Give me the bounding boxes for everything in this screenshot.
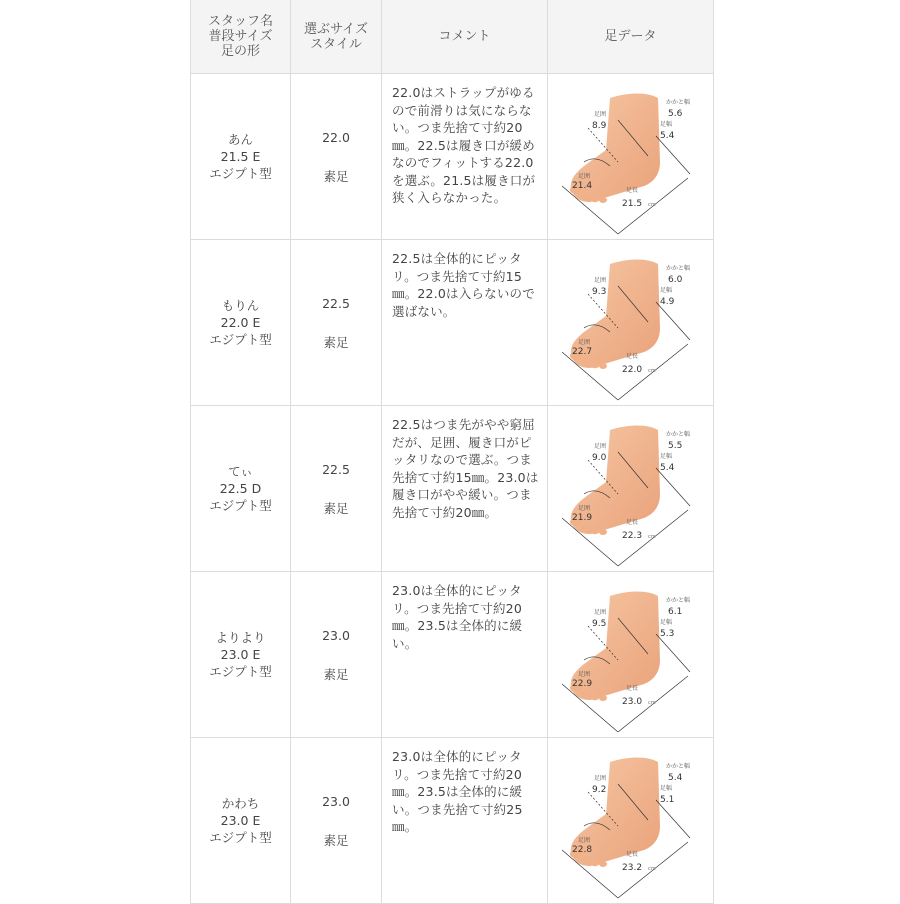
usual-size: 23.0 E bbox=[220, 813, 261, 828]
wear-style: 素足 bbox=[323, 666, 349, 682]
measure-line bbox=[656, 634, 690, 672]
girth-value: 22.9 bbox=[572, 679, 593, 689]
comment-cell bbox=[382, 738, 548, 903]
staff-cell bbox=[191, 738, 291, 903]
unit-label: cm bbox=[648, 866, 656, 872]
instep-value: 9.5 bbox=[592, 619, 607, 629]
comment-text: 22.0はストラップがゆるので前滑りは気にならない。つま先捨て寸約20㎜。22.5は履き口が緩めなのでフィットする22.0を選ぶ。21.5は履き口が狭く入らなかった。 bbox=[392, 85, 536, 205]
staff-cell bbox=[191, 406, 291, 571]
toe bbox=[599, 363, 607, 369]
length-value: 22.0 bbox=[622, 365, 643, 375]
toe bbox=[599, 861, 607, 867]
staff-cell bbox=[191, 74, 291, 239]
comment-cell bbox=[382, 572, 548, 737]
width-value: 5.4 bbox=[660, 131, 675, 141]
staff-name: よりより bbox=[215, 630, 266, 645]
heel-label: かかと幅 bbox=[666, 99, 691, 106]
girth-label: 足囲 bbox=[578, 671, 591, 678]
heel-label: かかと幅 bbox=[666, 265, 691, 272]
foot-diagram bbox=[548, 74, 713, 239]
girth-value: 22.7 bbox=[572, 347, 593, 357]
usual-size: 21.5 E bbox=[220, 149, 261, 164]
length-label: 足長 bbox=[626, 353, 639, 360]
width-label: 足幅 bbox=[660, 121, 673, 128]
wear-style: 素足 bbox=[323, 334, 349, 350]
toe bbox=[599, 529, 607, 535]
width-value: 5.1 bbox=[660, 795, 675, 805]
comment-text: 23.0は全体的にピッタリ。つま先捨て寸約20㎜。23.5は全体的に緩い。つま先捨て寸約25㎜。 bbox=[392, 749, 523, 834]
staff-name: もりん bbox=[221, 298, 260, 313]
instep-label: 足囲 bbox=[594, 775, 607, 782]
header-comment bbox=[382, 0, 548, 73]
heel-label: かかと幅 bbox=[666, 431, 691, 438]
comment-text: 22.5は全体的にピッタリ。つま先捨て寸約15㎜。22.0は入らないので選ばない。 bbox=[392, 251, 535, 319]
unit-label: cm bbox=[648, 700, 656, 706]
chosen-size: 22.5 bbox=[322, 295, 350, 311]
instep-label: 足囲 bbox=[594, 443, 607, 450]
width-label: 足幅 bbox=[660, 453, 673, 460]
heel-value: 5.5 bbox=[668, 441, 683, 451]
heel-label: かかと幅 bbox=[666, 763, 691, 770]
wear-style: 素足 bbox=[323, 832, 349, 848]
header-staff-line2: 普段サイズ bbox=[208, 29, 273, 44]
heel-value: 6.0 bbox=[668, 275, 683, 285]
table-row bbox=[191, 572, 713, 738]
toe bbox=[599, 197, 607, 203]
staff-cell bbox=[191, 240, 291, 405]
staff-name: あん bbox=[227, 132, 253, 147]
instep-value: 9.2 bbox=[592, 785, 607, 795]
table-row bbox=[191, 74, 713, 240]
header-foot-label: 足データ bbox=[604, 29, 657, 44]
width-label: 足幅 bbox=[660, 619, 673, 626]
toe bbox=[581, 359, 591, 366]
usual-size: 22.0 E bbox=[220, 315, 261, 330]
table-header bbox=[191, 0, 713, 74]
comment-cell bbox=[382, 406, 548, 571]
foot-data-cell bbox=[548, 406, 713, 571]
foot-diagram bbox=[548, 738, 713, 903]
heel-value: 5.4 bbox=[668, 773, 683, 783]
wear-style: 素足 bbox=[323, 500, 349, 516]
girth-label: 足囲 bbox=[578, 173, 591, 180]
girth-value: 21.4 bbox=[572, 181, 593, 191]
foot-diagram bbox=[548, 406, 713, 571]
table-row bbox=[191, 738, 713, 904]
measure-line bbox=[656, 302, 690, 340]
girth-label: 足囲 bbox=[578, 339, 591, 346]
toe bbox=[591, 362, 600, 368]
header-size-line2: スタイル bbox=[310, 36, 362, 52]
measure-line bbox=[656, 468, 690, 506]
usual-size: 22.5 D bbox=[219, 481, 262, 496]
foot-data-cell bbox=[548, 74, 713, 239]
unit-label: cm bbox=[648, 202, 656, 208]
wear-style: 素足 bbox=[323, 168, 349, 184]
staff-name: てぃ bbox=[228, 464, 253, 479]
comment-text: 23.0は全体的にピッタリ。つま先捨て寸約20㎜。23.5は全体的に緩い。 bbox=[392, 583, 523, 651]
width-label: 足幅 bbox=[660, 287, 673, 294]
toe bbox=[591, 694, 600, 700]
length-value: 22.3 bbox=[622, 531, 643, 541]
size-table bbox=[190, 0, 714, 904]
length-label: 足長 bbox=[626, 851, 639, 858]
foot-shape-type: エジプト型 bbox=[209, 166, 272, 181]
usual-size: 23.0 E bbox=[220, 647, 261, 662]
foot-data-cell bbox=[548, 738, 713, 903]
table-row bbox=[191, 240, 713, 406]
chosen-size: 23.0 bbox=[322, 793, 350, 809]
chosen-size: 22.0 bbox=[322, 129, 350, 145]
toe bbox=[599, 695, 607, 701]
foot-shape-type: エジプト型 bbox=[209, 332, 272, 347]
measure-line bbox=[656, 800, 690, 838]
staff-name: かわち bbox=[221, 796, 260, 811]
girth-label: 足囲 bbox=[578, 837, 591, 844]
girth-value: 22.8 bbox=[572, 845, 593, 855]
width-value: 5.3 bbox=[660, 629, 675, 639]
instep-label: 足囲 bbox=[594, 609, 607, 616]
toe bbox=[591, 860, 600, 866]
heel-value: 6.1 bbox=[668, 607, 683, 617]
heel-label: かかと幅 bbox=[666, 597, 691, 604]
width-label: 足幅 bbox=[660, 785, 673, 792]
foot-diagram bbox=[548, 572, 713, 737]
toe bbox=[581, 857, 591, 864]
toe bbox=[591, 196, 600, 202]
size-style-cell bbox=[291, 738, 382, 903]
foot-shape-type: エジプト型 bbox=[209, 830, 272, 845]
length-label: 足長 bbox=[626, 685, 639, 692]
table-row bbox=[191, 406, 713, 572]
size-style-cell bbox=[291, 240, 382, 405]
width-value: 4.9 bbox=[660, 297, 675, 307]
instep-value: 8.9 bbox=[592, 121, 607, 131]
measure-line bbox=[656, 136, 690, 174]
heel-value: 5.6 bbox=[668, 109, 683, 119]
header-size bbox=[291, 0, 382, 73]
size-style-cell bbox=[291, 74, 382, 239]
comment-text: 22.5はつま先がやや窮屈だが、足囲、履き口がピッタリなので選ぶ。つま先捨て寸約15㎜。23.0は履き口がやや緩い。つま先捨て寸約20㎜。 bbox=[392, 417, 539, 520]
foot-shape-type: エジプト型 bbox=[209, 498, 272, 513]
length-label: 足長 bbox=[626, 519, 639, 526]
foot-data-cell bbox=[548, 240, 713, 405]
staff-cell bbox=[191, 572, 291, 737]
size-style-cell bbox=[291, 406, 382, 571]
girth-value: 21.9 bbox=[572, 513, 593, 523]
length-label: 足長 bbox=[626, 187, 639, 194]
unit-label: cm bbox=[648, 368, 656, 374]
length-value: 21.5 bbox=[622, 199, 643, 209]
comment-cell bbox=[382, 240, 548, 405]
foot-data-cell bbox=[548, 572, 713, 737]
instep-label: 足囲 bbox=[594, 277, 607, 284]
header-staff bbox=[191, 0, 291, 73]
instep-label: 足囲 bbox=[594, 111, 607, 118]
toe bbox=[581, 525, 591, 532]
instep-value: 9.3 bbox=[592, 287, 607, 297]
foot-shape-type: エジプト型 bbox=[209, 664, 272, 679]
size-style-cell bbox=[291, 572, 382, 737]
header-foot-data bbox=[548, 0, 713, 73]
foot-diagram bbox=[548, 240, 713, 405]
table-body bbox=[191, 74, 713, 904]
header-staff-line3: 足の形 bbox=[220, 44, 260, 59]
length-value: 23.2 bbox=[622, 863, 643, 873]
girth-label: 足囲 bbox=[578, 505, 591, 512]
length-value: 23.0 bbox=[622, 697, 643, 707]
instep-value: 9.0 bbox=[592, 453, 607, 463]
toe bbox=[591, 528, 600, 534]
toe bbox=[581, 193, 591, 200]
unit-label: cm bbox=[648, 534, 656, 540]
header-size-line1: 選ぶサイズ bbox=[304, 21, 368, 37]
toe bbox=[581, 691, 591, 698]
comment-cell bbox=[382, 74, 548, 239]
header-staff-line1: スタッフ名 bbox=[207, 14, 273, 29]
chosen-size: 23.0 bbox=[322, 627, 350, 643]
header-comment-label: コメント bbox=[438, 29, 491, 44]
width-value: 5.4 bbox=[660, 463, 675, 473]
chosen-size: 22.5 bbox=[322, 461, 350, 477]
